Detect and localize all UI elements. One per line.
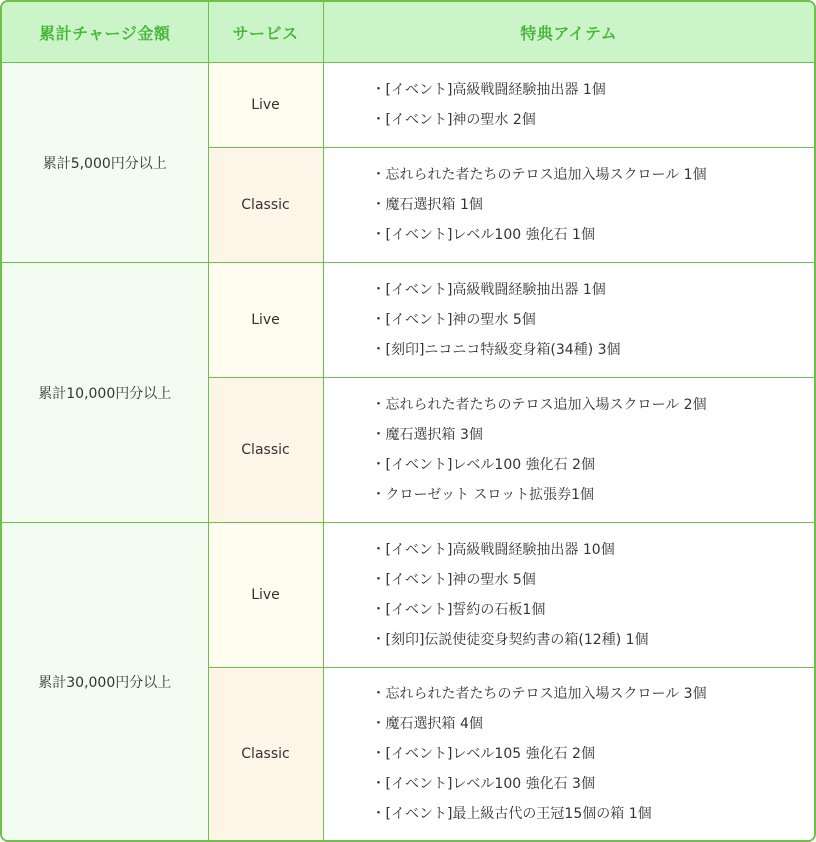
service-classic: Classic (208, 668, 323, 841)
reward-items (323, 263, 814, 378)
service-classic: Classic (208, 378, 323, 523)
list-item: ・ [イベント]レベル105 強化石 2個 (372, 739, 815, 769)
table-row (2, 523, 814, 668)
list-item: ・ [イベント]高級戦闘経験抽出器 10個 (372, 535, 815, 565)
reward-items (323, 523, 814, 668)
table-row (2, 263, 814, 378)
list-item: ・ [イベント]神の聖水 5個 (372, 305, 815, 335)
reward-items (323, 148, 814, 263)
header-service: サービス (208, 2, 323, 63)
list-item: ・ [イベント]高級戦闘経験抽出器 1個 (372, 275, 815, 305)
list-item: ・ [イベント]レベル100 強化石 3個 (372, 769, 815, 799)
service-classic: Classic (208, 148, 323, 263)
table-row (2, 63, 814, 148)
list-item: ・ 魔石選択箱 1個 (372, 190, 815, 220)
list-item: ・ 忘れられた者たちのテロス追加入場スクロール 3個 (372, 679, 815, 709)
list-item: ・ [イベント]高級戦闘経験抽出器 1個 (372, 75, 815, 105)
list-item: ・ [イベント]誓約の石板1個 (372, 595, 815, 625)
list-item: ・ クローゼット スロット拡張券1個 (372, 480, 815, 510)
header-amount: 累計チャージ金額 (2, 2, 208, 63)
list-item: ・ [刻印]伝説使徒変身契約書の箱(12種) 1個 (372, 625, 815, 655)
list-item: ・ [イベント]神の聖水 2個 (372, 105, 815, 135)
service-live: Live (208, 523, 323, 668)
list-item: ・ [イベント]レベル100 強化石 2個 (372, 450, 815, 480)
list-item: ・ [イベント]神の聖水 5個 (372, 565, 815, 595)
list-item: ・ 忘れられた者たちのテロス追加入場スクロール 1個 (372, 160, 815, 190)
tier-amount: 累計5,000円分以上 (2, 63, 208, 263)
list-item: ・ [イベント]レベル100 強化石 1個 (372, 220, 815, 250)
list-item: ・ 魔石選択箱 4個 (372, 709, 815, 739)
service-live: Live (208, 263, 323, 378)
service-live: Live (208, 63, 323, 148)
list-item: ・ [刻印]ニコニコ特級変身箱(34種) 3個 (372, 335, 815, 365)
reward-items (323, 668, 814, 841)
list-item: ・ [イベント]最上級古代の王冠15個の箱 1個 (372, 799, 815, 829)
reward-items (323, 63, 814, 148)
header-items: 特典アイテム (323, 2, 814, 63)
header-row (2, 2, 814, 63)
tier-amount: 累計30,000円分以上 (2, 523, 208, 841)
reward-table (2, 2, 814, 841)
list-item: ・ 魔石選択箱 3個 (372, 420, 815, 450)
list-item: ・ 忘れられた者たちのテロス追加入場スクロール 2個 (372, 390, 815, 420)
reward-items (323, 378, 814, 523)
tier-amount: 累計10,000円分以上 (2, 263, 208, 523)
